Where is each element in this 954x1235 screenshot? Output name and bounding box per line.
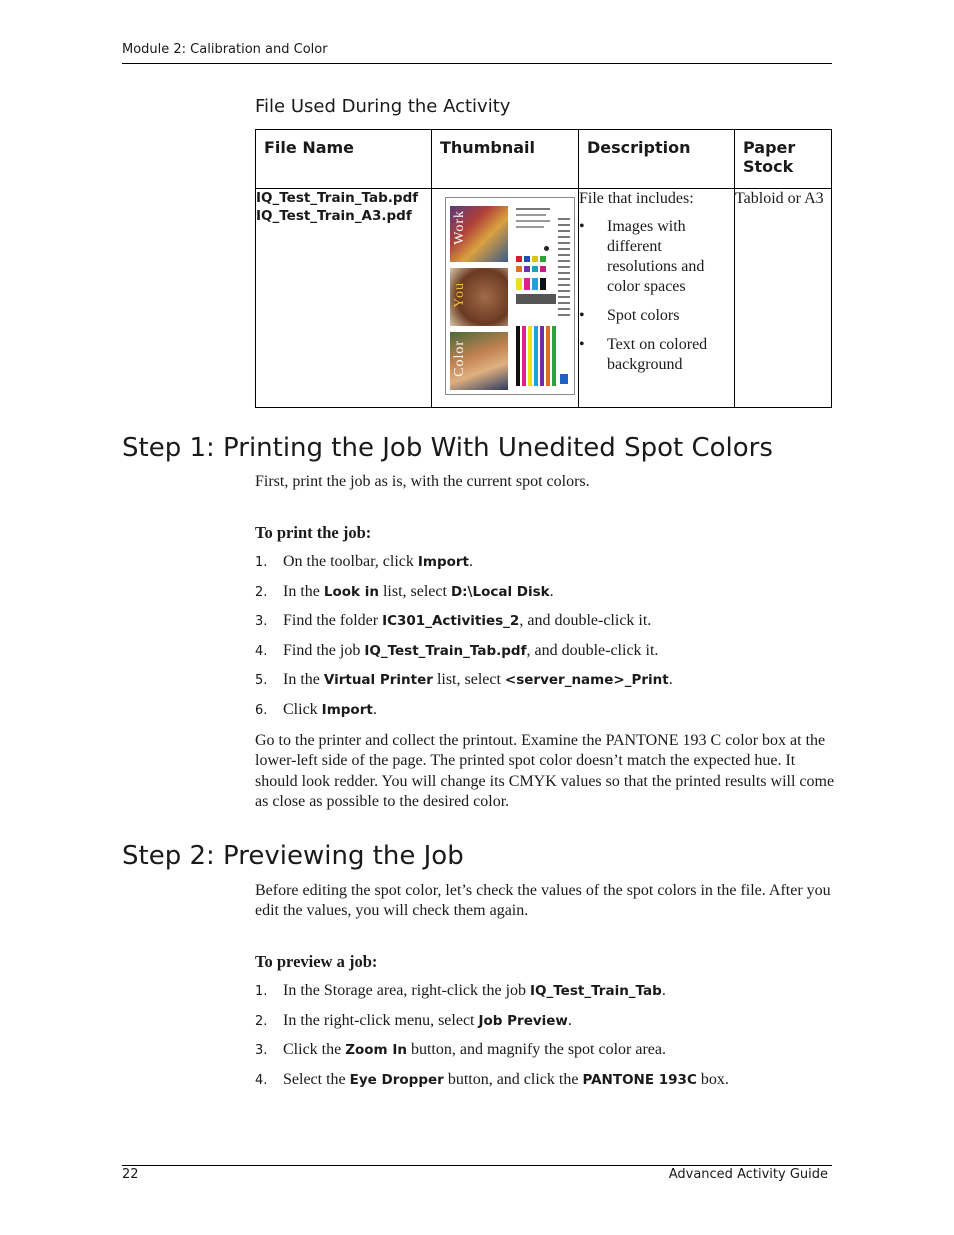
- step1-procedure-title: To print the job:: [255, 523, 372, 542]
- list-item: 1. On the toolbar, click Import.: [255, 553, 474, 570]
- ui-term: Virtual Printer: [323, 672, 433, 689]
- column-header-file-name: File Name: [256, 130, 432, 189]
- paper-stock-cell: Tabloid or A3: [735, 189, 832, 408]
- list-item: 4. Find the job IQ_Test_Train_Tab.pdf, and double-click it.: [255, 641, 659, 659]
- step1-intro: First, print the job as is, with the current spot colors.: [255, 473, 590, 490]
- thumbnail-word-you: You: [452, 282, 467, 308]
- file-name-a3: IQ_Test_Train_A3.pdf: [256, 208, 412, 224]
- list-item: 2. In the Look in list, select D:\Local Disk.: [255, 582, 554, 600]
- ui-term: Import: [321, 701, 373, 718]
- thumbnail-word-color: Color: [452, 340, 467, 377]
- ui-term: Zoom In: [345, 1042, 407, 1059]
- list-item: • Images with different resolutions and color spaces: [579, 217, 734, 297]
- list-item: 3. Click the Zoom In button, and magnify the spot color area.: [255, 1041, 667, 1059]
- ui-term: Look in: [323, 583, 379, 600]
- header-divider: [122, 63, 832, 64]
- description-cell: [579, 189, 735, 408]
- step1-procedure-list: [255, 553, 835, 731]
- thumbnail-word-work: Work: [452, 210, 467, 245]
- column-header-paper-stock: Paper Stock: [735, 130, 832, 189]
- ui-term: Job Preview: [478, 1012, 568, 1029]
- step1-conclusion: Go to the printer and collect the printout. Examine the PANTONE 193 C color box at the lower-left side of the page. The printed spot color doesn’t match the expected hue. It should look redder. You will change its CMYK values so that the printed results will come as close as possible to the desired color.: [255, 732, 835, 810]
- ui-term: Import: [417, 554, 470, 570]
- list-item: • Spot colors: [579, 306, 734, 326]
- running-header: Module 2: Calibration and Color: [122, 42, 328, 57]
- description-intro: File that includes:: [579, 190, 694, 207]
- table-row: [256, 189, 832, 408]
- footer-divider: [122, 1165, 832, 1166]
- step2-procedure-title: To preview a job:: [255, 952, 378, 971]
- list-item: 1. In the Storage area, right-click the job IQ_Test_Train_Tab.: [255, 982, 666, 999]
- description-list: [579, 217, 734, 375]
- list-item: 2. In the right-click menu, select Job Preview.: [255, 1011, 572, 1029]
- ui-term: <server_name>_Print: [504, 672, 669, 689]
- column-header-description: Description: [579, 130, 735, 189]
- step2-heading: Step 2: Previewing the Job: [122, 841, 464, 871]
- ui-term: IQ_Test_Train_Tab.pdf: [364, 642, 527, 659]
- list-item: 3. Find the folder IC301_Activities_2, and double-click it.: [255, 612, 652, 630]
- file-name-tabloid: IQ_Test_Train_Tab.pdf: [256, 190, 419, 206]
- test-page-thumbnail: [445, 197, 575, 395]
- ui-term: PANTONE 193C: [582, 1071, 697, 1088]
- ui-term: Eye Dropper: [349, 1071, 444, 1088]
- ui-term: IC301_Activities_2: [382, 613, 520, 630]
- file-name-cell: [256, 189, 432, 408]
- page-number: 22: [122, 1167, 139, 1182]
- list-item: 6. Click Import.: [255, 700, 377, 718]
- step2-intro: Before editing the spot color, let’s check the values of the spot colors in the file. After you edit the values, you will check them again.: [255, 882, 831, 920]
- step1-heading: Step 1: Printing the Job With Unedited Spot Colors: [122, 433, 773, 463]
- list-item: 5. In the Virtual Printer list, select <server_name>_Print.: [255, 671, 673, 689]
- file-table: [255, 129, 832, 408]
- thumbnail-cell: [432, 189, 579, 408]
- table-caption: File Used During the Activity: [255, 96, 511, 117]
- column-header-thumbnail: Thumbnail: [432, 130, 579, 189]
- list-item: • Text on colored background: [579, 335, 734, 375]
- ui-term: D:\Local Disk: [450, 583, 550, 600]
- list-item: 4. Select the Eye Dropper button, and click the PANTONE 193C box.: [255, 1070, 729, 1088]
- ui-term: IQ_Test_Train_Tab: [530, 983, 662, 999]
- table-header-row: [256, 130, 832, 189]
- step2-procedure-list: [255, 982, 835, 1100]
- footer-guide-name: Advanced Activity Guide: [668, 1167, 828, 1182]
